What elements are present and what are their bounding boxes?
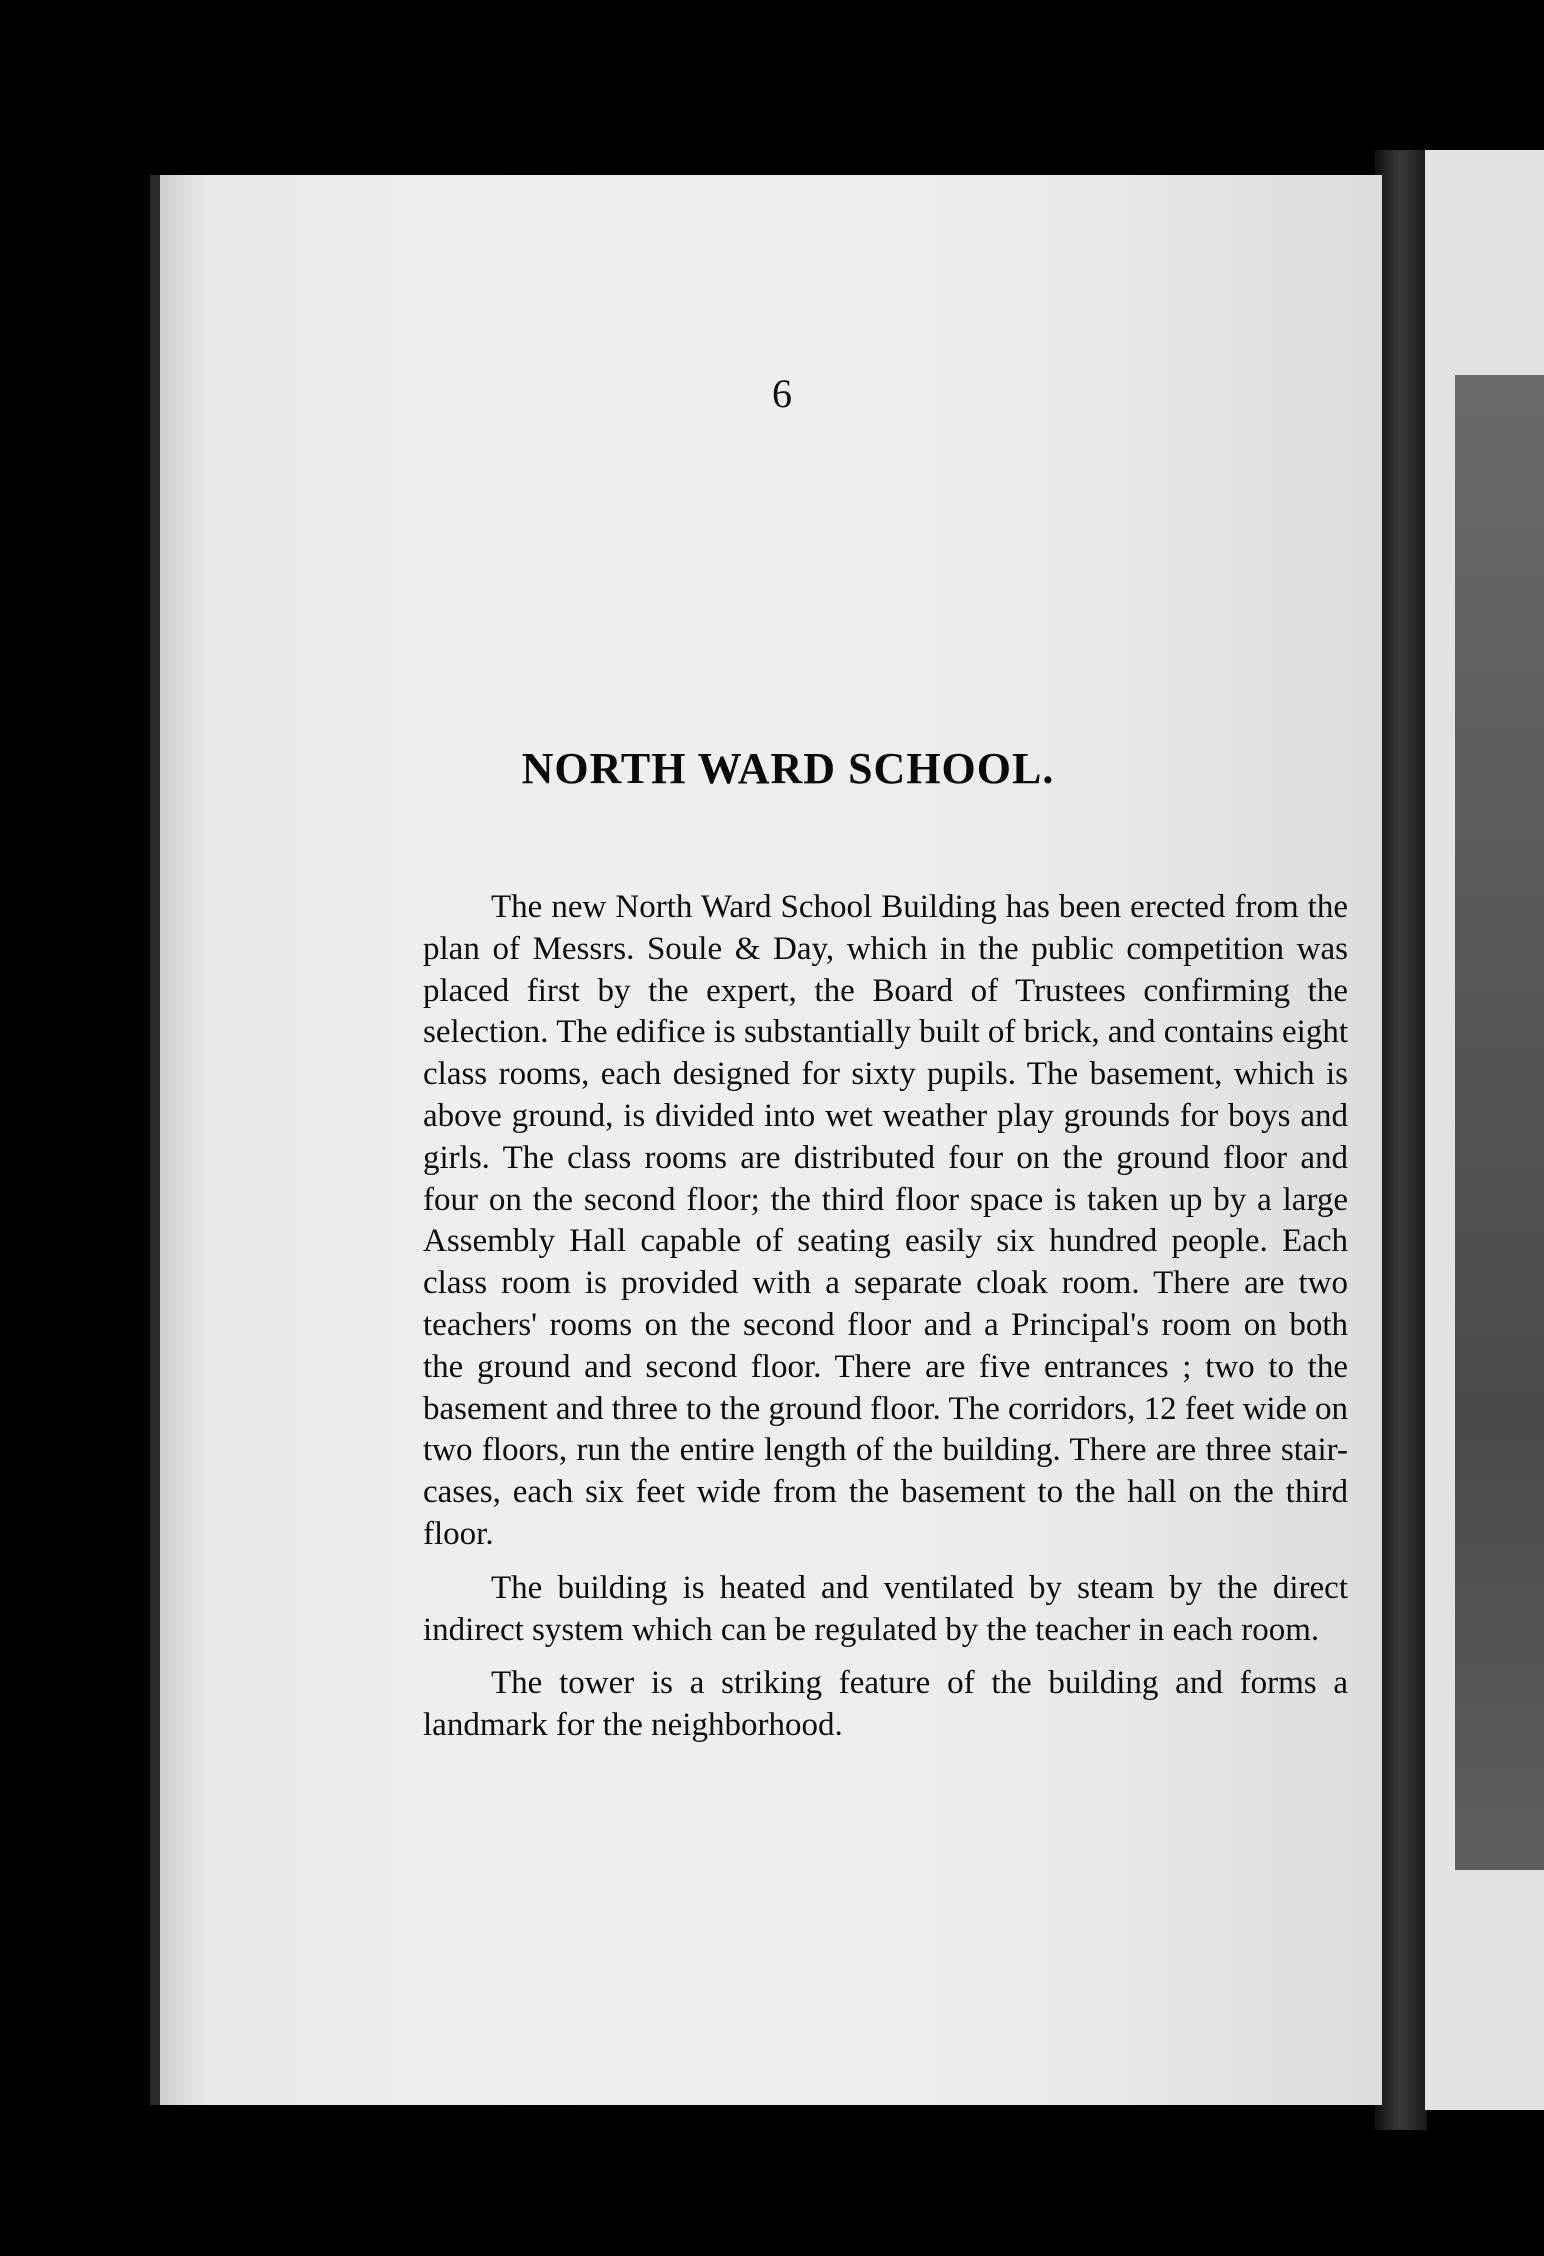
book-page	[150, 175, 1382, 2105]
paragraph: The new North Ward School Building has been erected from the plan of Messrs. Soule & Day, which in the public competition was placed first by the expert, the Board of Trustees confirming the selection. The edifice is substantially built of brick, and contains eight class rooms, each designed for sixty pupils. The basement, which is above ground, is divided into wet weather play grounds for boys and girls. The class rooms are distributed four on the ground floor and four on the second floor; the third floor space is taken up by a large Assembly Hall capable of seating easily six hundred people. Each class room is provided with a separate cloak room. There are two teachers' rooms on the second floor and a Principal's room on both the ground and second floor. There are five entrances ; two to the basement and three to the ground floor. The corridors, 12 feet wide on two floors, run the entire length of the building. There are three stair-cases, each six feet wide from the basement to the hall on the third floor.	[423, 889, 1348, 1552]
paragraph: The building is heated and ventilated by steam by the direct indirect system which can be regulated by the teacher in each room.	[423, 1569, 1348, 1648]
book-gutter	[1375, 150, 1427, 2130]
page-number: 6	[772, 371, 792, 416]
page-heading: NORTH WARD SCHOOL.	[521, 744, 1055, 793]
facing-page-plate-image	[1455, 375, 1544, 1870]
paragraph: The tower is a striking feature of the building and forms a landmark for the neighborhood.	[423, 1665, 1348, 1744]
body-text	[423, 887, 1348, 1759]
